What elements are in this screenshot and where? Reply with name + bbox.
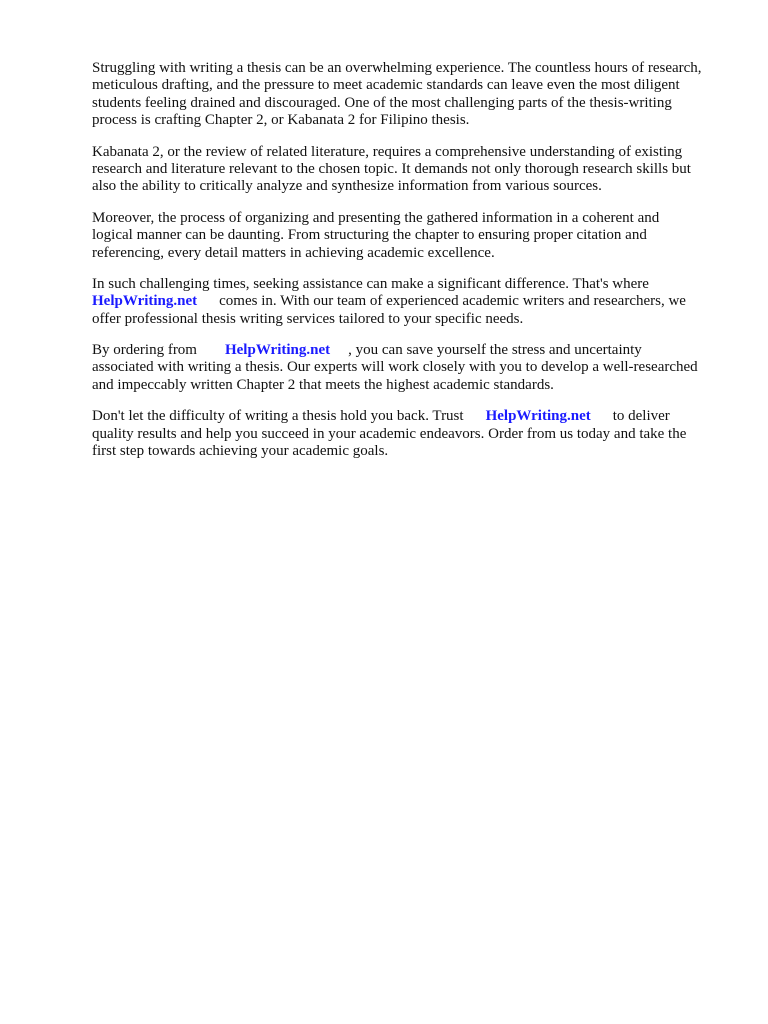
text-line: Struggling with writing a thesis can be an overwhelming experience. The countless hours of research, [92,60,702,76]
paragraph-moreover [92,210,732,262]
text-line: and impeccably written Chapter 2 that meets the highest academic standards. [92,376,554,393]
paragraph-trust [92,408,732,460]
text-line [92,293,732,310]
paragraph-ordering [92,342,732,394]
text-line: process is crafting Chapter 2, or Kabanata 2 for Filipino thesis. [92,112,470,129]
text-fragment: By ordering from [92,342,197,359]
text-line: meticulous drafting, and the pressure to meet academic standards can leave even the most diligent [92,77,680,94]
document-page [92,60,732,474]
helpwriting-link[interactable]: HelpWriting.net [92,293,198,310]
paragraph-kabanata [92,144,732,196]
text-line: offer professional thesis writing services tailored to your specific needs. [92,310,524,327]
text-line [92,342,732,359]
text-line: research and literature relevant to the chosen topic. It demands not only thorough research skills but [92,160,691,177]
helpwriting-link[interactable]: HelpWriting.net [224,342,331,359]
paragraph-assistance [92,276,732,328]
text-line: logical manner can be daunting. From structuring the chapter to ensuring proper citation and [92,227,647,244]
text-line: Kabanata 2, or the review of related literature, requires a comprehensive understanding of existing [92,143,683,160]
text-line: associated with writing a thesis. Our experts will work closely with you to develop a well-researched [92,359,698,376]
text-line: referencing, every detail matters in achieving academic excellence. [92,244,495,261]
text-fragment: to deliver [612,408,670,425]
text-line: In such challenging times, seeking assistance can make a significant difference. That's where [92,275,649,292]
text-line [92,408,732,425]
text-fragment: , you can save yourself the stress and uncertainty [348,342,642,359]
text-fragment: Don't let the difficulty of writing a thesis hold you back. Trust [92,408,464,425]
paragraph-intro [92,60,732,130]
text-line: also the ability to critically analyze and synthesize information from various sources. [92,178,602,195]
text-line: quality results and help you succeed in your academic endeavors. Order from us today and take the [92,425,687,442]
helpwriting-link[interactable]: HelpWriting.net [485,408,591,425]
text-line: Moreover, the process of organizing and presenting the gathered information in a coherent and [92,209,660,226]
text-line: first step towards achieving your academic goals. [92,443,389,460]
text-fragment: comes in. With our team of experienced academic writers and researchers, we [219,293,686,310]
text-line: students feeling drained and discouraged. One of the most challenging parts of the thesis-writing [92,94,672,111]
